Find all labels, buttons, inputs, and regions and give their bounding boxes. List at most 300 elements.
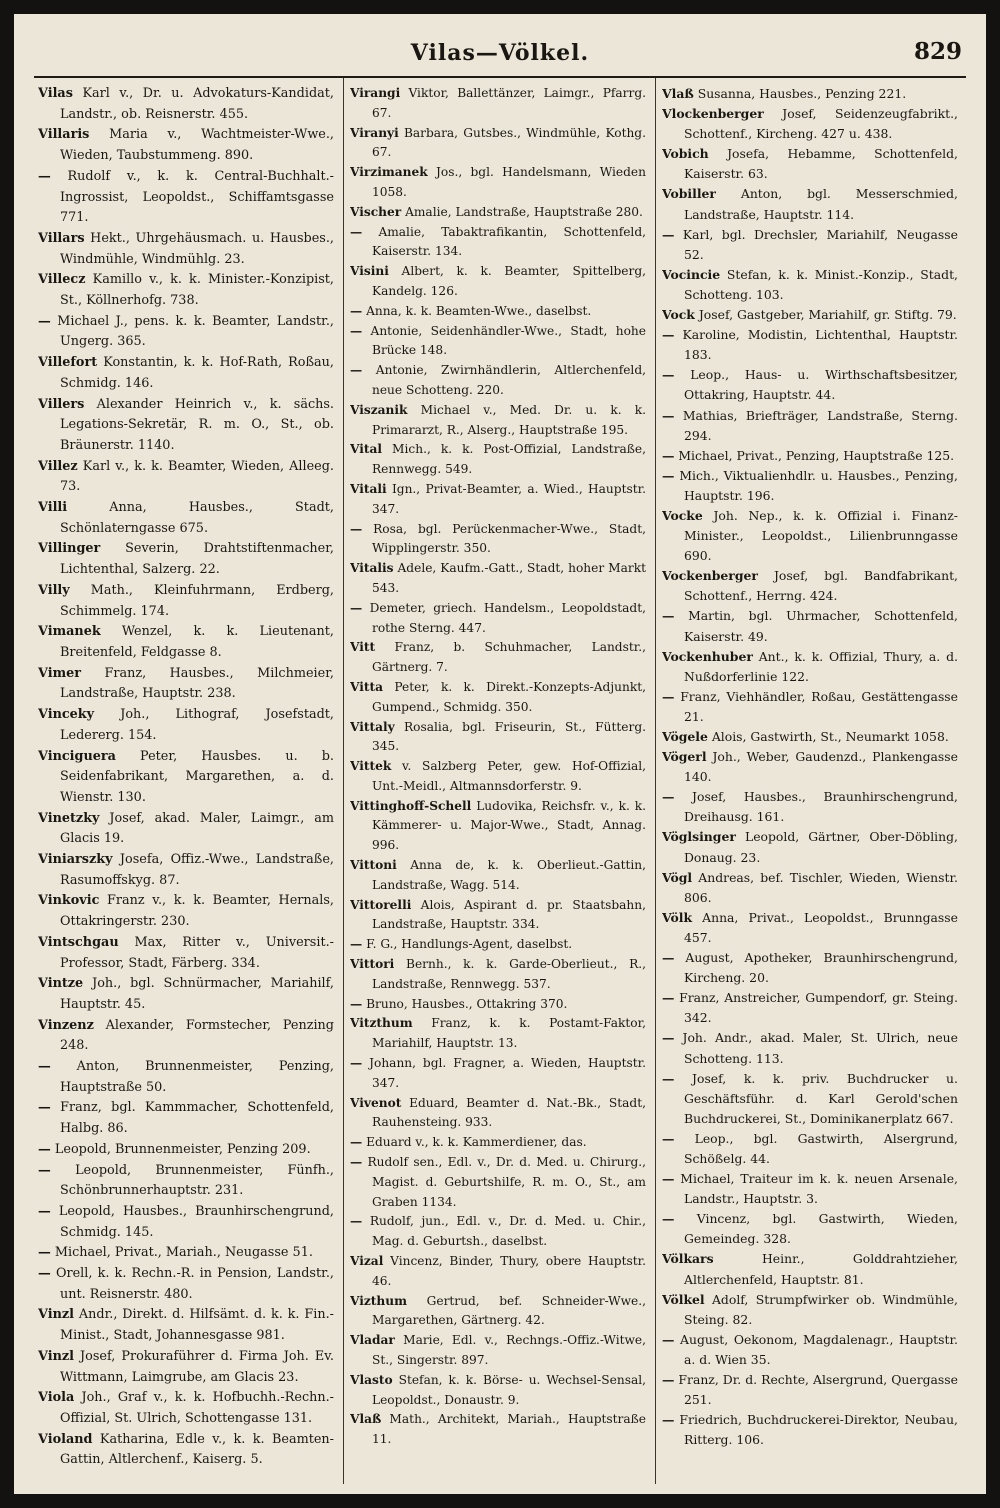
entry-text: Rudolf v., k. k. Central-Buchhalt.-Ingrossist, Leopoldst., Schiffamtsgasse 771. xyxy=(60,168,334,226)
directory-entry xyxy=(38,1388,334,1429)
entry-text: Severin, Drahtstiftenmacher, Lichtenthal, Salzerg. 22. xyxy=(60,541,334,578)
entry-name: — xyxy=(38,1141,51,1157)
entry-text: Joh., Graf v., k. k. Hofbuchh.-Rechn.-Offizial, St. Ulrich, Schottengasse 131. xyxy=(60,1390,334,1426)
directory-entry xyxy=(662,506,958,566)
directory-entry xyxy=(350,1331,646,1371)
entry-name: Vobich xyxy=(662,146,709,162)
directory-entry xyxy=(662,1129,958,1169)
directory-entry xyxy=(662,1410,958,1450)
entry-text: Mich., Viktualienhdlr. u. Hausbes., Penzing, Hauptstr. 196. xyxy=(679,467,958,503)
entry-text: Alexander Heinrich v., k. sächs. Legations-Sekretär, R. m. O., St., ob. Bräunerstr. 1140. xyxy=(60,396,334,453)
entry-text: Josef, akad. Maler, Laimgr., am Glacis 19. xyxy=(60,810,334,847)
directory-entry xyxy=(38,395,334,457)
entry-name: Vischer xyxy=(350,204,402,219)
entry-text: Josef, bgl. Bandfabrikant, Schottenf., Herrng. 424. xyxy=(684,568,958,604)
entry-text: Michael, Traiteur im k. k. neuen Arsenale, Landstr., Hauptstr. 3. xyxy=(680,1171,958,1207)
entry-text: Anton, bgl. Messerschmied, Landstraße, Hauptstr. 114. xyxy=(684,186,958,222)
entry-name: — xyxy=(662,467,675,483)
entry-name: Vittori xyxy=(350,957,395,972)
directory-entry xyxy=(350,1252,646,1292)
entry-text: Franz, Anstreicher, Gumpendorf, gr. Steing. 342. xyxy=(679,990,958,1026)
entry-text: Konstantin, k. k. Hof-Rath, Roßau, Schmidg. 146. xyxy=(60,355,334,391)
entry-text: Karl v., k. k. Beamter, Wieden, Alleeg. 73. xyxy=(60,458,334,495)
entry-name: — xyxy=(662,688,675,704)
entry-name: Viniarszky xyxy=(38,852,113,868)
entry-text: Rudolf sen., Edl. v., Dr. d. Med. u. Chirurg., Magist. d. Geburtshilfe, R. m. O., St., am Graben 1134. xyxy=(367,1155,646,1209)
directory-entry xyxy=(38,167,334,229)
directory-entry xyxy=(350,935,646,955)
directory-entry xyxy=(350,1212,646,1252)
entry-text: Joh., Weber, Gaudenzd., Plankengasse 140. xyxy=(684,749,958,785)
entry-text: Antonie, Zwirnhändlerin, Altlerchenfeld, neue Schotteng. 220. xyxy=(372,363,646,397)
entry-text: Hekt., Uhrgehäusmach. u. Hausbes., Windmühle, Windmühlg. 23. xyxy=(60,230,334,267)
entry-name: Vinzl xyxy=(38,1348,74,1364)
directory-entry xyxy=(38,581,334,622)
directory-entry xyxy=(350,1153,646,1212)
directory-entry xyxy=(38,312,334,353)
directory-entry xyxy=(350,124,646,164)
directory-entry xyxy=(662,446,958,466)
entry-text: Joh. Andr., akad. Maler, St. Ulrich, neue Schotteng. 113. xyxy=(682,1030,958,1066)
directory-entry xyxy=(350,678,646,718)
directory-entry xyxy=(662,948,958,988)
entry-text: Anna, Hausbes., Stadt, Schönlaterngasse 675. xyxy=(60,500,334,536)
directory-entry xyxy=(662,1069,958,1129)
directory-entry xyxy=(662,1028,958,1068)
directory-entry xyxy=(38,1430,334,1471)
entry-name: Vögerl xyxy=(662,749,707,765)
entry-text: Franz, bgl. Kammmacher, Schottenfeld, Halbg. 86. xyxy=(60,1100,334,1137)
column-3 xyxy=(662,84,958,1484)
entry-name: — xyxy=(350,323,363,338)
directory-entry xyxy=(38,705,334,746)
entry-name: Virzimanek xyxy=(350,165,428,180)
entry-name: Villars xyxy=(38,230,85,246)
entry-text: Eduard, Beamter d. Nat.-Bk., Stadt, Rauhensteing. 933. xyxy=(372,1095,646,1130)
directory-entry xyxy=(38,622,334,663)
directory-entry xyxy=(350,480,646,520)
entry-text: Leop., bgl. Gastwirth, Alsergrund, Schößelg. 44. xyxy=(684,1130,958,1166)
directory-entry xyxy=(662,325,958,365)
entry-text: Franz, Viehhändler, Roßau, Gestättengasse 21. xyxy=(680,688,958,724)
entry-name: Vilas xyxy=(38,86,73,101)
entry-name: Vitzthum xyxy=(350,1016,413,1031)
entry-name: — xyxy=(662,226,675,242)
entry-name: Vinzenz xyxy=(38,1017,94,1033)
directory-entry xyxy=(38,229,334,270)
directory-entry xyxy=(350,896,646,936)
directory-entry xyxy=(350,1133,646,1153)
entry-name: — xyxy=(662,789,675,805)
column-divider-2 xyxy=(655,78,656,1484)
entry-text: Anton, Brunnenmeister, Penzing, Hauptstraße 50. xyxy=(60,1059,334,1095)
entry-text: Andr., Direkt. d. Hilfsämt. d. k. k. Fin.-Minist., Stadt, Johannesgasse 981. xyxy=(60,1307,334,1344)
entry-name: Vitta xyxy=(350,679,384,694)
directory-entry xyxy=(350,1410,646,1450)
entry-name: — xyxy=(350,1135,363,1150)
entry-name: Vladar xyxy=(350,1333,395,1348)
directory-entry xyxy=(662,747,958,787)
entry-name: — xyxy=(350,1214,363,1229)
entry-text: Franz, Dr. d. Rechte, Alsergrund, Quergasse 251. xyxy=(678,1372,958,1408)
directory-entry xyxy=(38,84,334,125)
directory-entry xyxy=(350,84,646,124)
entry-text: Josef, k. k. priv. Buchdrucker u. Geschäftsführ. d. Karl Gerold'schen Buchdruckerei, St., Dominikanerplatz 667. xyxy=(684,1070,958,1126)
entry-text: Leopold, Hausbes., Braunhirschengrund, Schmidg. 145. xyxy=(58,1203,334,1240)
entry-text: Friedrich, Buchdruckerei-Direktor, Neubau, Ritterg. 106. xyxy=(679,1412,958,1448)
entry-name: — xyxy=(350,363,363,378)
entry-name: Villecz xyxy=(38,272,86,288)
directory-entry xyxy=(38,539,334,580)
directory-entry xyxy=(662,1249,958,1289)
entry-name: Vinetzky xyxy=(38,810,100,826)
directory-page xyxy=(14,14,986,1494)
entry-text: Franz, Hausbes., Milchmeier, Landstraße, Hauptstr. 238. xyxy=(60,665,334,702)
entry-text: Josef, Prokuraführer d. Firma Joh. Ev. Wittmann, Laimgrube, am Glacis 23. xyxy=(60,1348,334,1385)
entry-name: — xyxy=(38,313,51,329)
entry-name: Vinkovic xyxy=(38,893,100,909)
entry-name: Vivenot xyxy=(350,1095,402,1110)
entry-text: Joh., bgl. Schnürmacher, Mariahilf, Hauptstr. 45. xyxy=(60,976,334,1012)
entry-name: — xyxy=(662,1412,675,1428)
entry-text: Johann, bgl. Fragner, a. Wieden, Hauptstr. 347. xyxy=(369,1056,646,1090)
entry-name: — xyxy=(350,996,363,1011)
entry-text: Alexander, Formstecher, Penzing 248. xyxy=(60,1017,334,1054)
column-2 xyxy=(350,84,646,1484)
directory-entry xyxy=(350,856,646,896)
directory-entry xyxy=(662,84,958,104)
entry-name: Vitali xyxy=(350,481,387,496)
entry-text: August, Apotheker, Braunhirschengrund, Kircheng. 20. xyxy=(684,950,958,986)
entry-name: Vock xyxy=(662,307,695,323)
entry-name: Vittorelli xyxy=(350,897,412,912)
directory-entry xyxy=(38,270,334,311)
entry-name: — xyxy=(350,600,363,615)
entry-text: Leopold, Gärtner, Ober-Döbling, Donaug. 23. xyxy=(684,829,958,865)
entry-name: Vintze xyxy=(38,976,84,992)
entry-name: Villez xyxy=(38,458,78,474)
entry-text: Stefan, k. k. Börse- u. Wechsel-Sensal, Leopoldst., Donaustr. 9. xyxy=(372,1372,646,1407)
directory-entry xyxy=(350,401,646,441)
entry-text: Orell, k. k. Rechn.-R. in Pension, Landstr., unt. Reisnerstr. 480. xyxy=(55,1266,334,1302)
directory-entry xyxy=(350,1094,646,1134)
directory-entry xyxy=(38,1057,334,1098)
entry-text: Rudolf, jun., Edl. v., Dr. d. Med. u. Chir., Mag. d. Geburtsh., daselbst. xyxy=(369,1214,646,1249)
directory-entry xyxy=(38,933,334,974)
directory-entry xyxy=(38,1243,334,1264)
entry-name: — xyxy=(350,1155,363,1170)
entry-name: Vlasto xyxy=(350,1372,393,1387)
entry-text: Gertrud, bef. Schneider-Wwe., Margarethen, Gärtnerg. 42. xyxy=(372,1293,646,1328)
entry-name: — xyxy=(38,1162,51,1178)
directory-entry xyxy=(38,1305,334,1346)
entry-name: Völk xyxy=(662,909,693,925)
entry-text: Viktor, Ballettänzer, Laimgr., Pfarrg. 67. xyxy=(372,86,646,120)
entry-text: Joh., Lithograf, Josefstadt, Ledererg. 154. xyxy=(60,707,334,743)
entry-name: Vinzl xyxy=(38,1307,74,1323)
directory-entry xyxy=(662,104,958,144)
entry-text: Antonie, Seidenhändler-Wwe., Stadt, hohe Brücke 148. xyxy=(370,323,646,358)
directory-entry xyxy=(350,322,646,362)
entry-name: Vlaß xyxy=(662,86,694,101)
directory-entry xyxy=(662,566,958,606)
directory-entry xyxy=(350,797,646,856)
entry-name: Viszanik xyxy=(350,402,408,417)
directory-entry xyxy=(38,1016,334,1057)
directory-entry xyxy=(38,125,334,166)
entry-text: Leopold, Brunnenmeister, Fünfh., Schönbrunnerhauptstr. 231. xyxy=(60,1162,334,1199)
entry-text: v. Salzberg Peter, gew. Hof-Offizial, Unt.-Meidl., Altmannsdorferstr. 9. xyxy=(372,759,646,793)
entry-name: Völkars xyxy=(662,1251,714,1267)
entry-text: Ant., k. k. Offizial, Thury, a. d. Nußdorferlinie 122. xyxy=(684,648,958,684)
entry-text: Peter, Hausbes. u. b. Seidenfabrikant, Margarethen, a. d. Wienstr. 130. xyxy=(60,748,334,805)
entry-text: Heinr., Golddrahtzieher, Altlerchenfeld, Hauptstr. 81. xyxy=(684,1251,958,1287)
entry-text: Amalie, Landstraße, Hauptstraße 280. xyxy=(405,204,643,219)
directory-entry xyxy=(662,1290,958,1330)
entry-name: — xyxy=(662,990,675,1006)
entry-text: Andreas, bef. Tischler, Wieden, Wienstr. 806. xyxy=(684,869,958,905)
directory-entry xyxy=(350,440,646,480)
entry-name: Vital xyxy=(350,442,383,457)
entry-name: Vögele xyxy=(662,729,708,744)
entry-name: — xyxy=(662,407,675,423)
directory-entry xyxy=(38,1140,334,1161)
entry-name: Vinciguera xyxy=(38,748,116,764)
directory-entry xyxy=(350,520,646,560)
entry-name: Vockenhuber xyxy=(662,648,753,664)
entry-name: Vockenberger xyxy=(662,568,758,584)
entry-name: Vobiller xyxy=(662,186,716,202)
entry-text: Demeter, griech. Handelsm., Leopoldstadt, rothe Sterng. 447. xyxy=(369,600,646,635)
entry-text: Franz, b. Schuhmacher, Landstr., Gärtnerg. 7. xyxy=(372,640,646,675)
directory-entry xyxy=(662,908,958,948)
entry-name: — xyxy=(350,937,363,952)
entry-name: — xyxy=(662,950,675,966)
directory-entry xyxy=(662,787,958,827)
entry-text: Rosalia, bgl. Friseurin, St., Fütterg. 345. xyxy=(372,719,646,754)
directory-entry xyxy=(662,1209,958,1249)
entry-name: Vlockenberger xyxy=(662,106,764,122)
entry-text: Karl v., Dr. u. Advokaturs-Kandidat, Landstr., ob. Reisnerstr. 455. xyxy=(60,86,334,122)
entry-name: Vittek xyxy=(350,759,392,774)
entry-name: — xyxy=(350,521,363,536)
entry-text: Leop., Haus- u. Wirthschaftsbesitzer, Ottakring, Hauptstr. 44. xyxy=(684,367,958,403)
entry-name: Virangi xyxy=(350,86,401,100)
directory-entry xyxy=(350,718,646,758)
entry-name: Vintschgau xyxy=(38,934,119,950)
entry-name: Vocincie xyxy=(662,266,721,282)
entry-text: Mich., k. k. Post-Offizial, Landstraße, Rennwegg. 549. xyxy=(372,442,646,477)
entry-name: Viranyi xyxy=(350,125,399,140)
entry-text: Adolf, Strumpfwirker ob. Windmühle, Steing. 82. xyxy=(684,1291,958,1327)
directory-entry xyxy=(662,606,958,646)
directory-entry xyxy=(38,1161,334,1202)
entry-name: — xyxy=(38,1266,51,1282)
entry-text: Stefan, k. k. Minist.-Konzip., Stadt, Schotteng. 103. xyxy=(684,266,958,302)
directory-entry xyxy=(350,955,646,995)
entry-text: Joh. Nep., k. k. Offizial i. Finanz-Minister., Leopoldst., Lilienbrunngasse 690. xyxy=(684,507,958,564)
entry-text: Peter, k. k. Direkt.-Konzepts-Adjunkt, Gumpend., Schmidg. 350. xyxy=(372,679,646,714)
page-number: 829 xyxy=(913,38,962,65)
directory-entry xyxy=(662,727,958,747)
entry-text: Leopold, Brunnenmeister, Penzing 209. xyxy=(54,1141,311,1157)
entry-name: Vöglsinger xyxy=(662,829,736,845)
entry-name: — xyxy=(38,168,51,184)
entry-text: Kamillo v., k. k. Minister.-Konzipist, St., Köllnerhofg. 738. xyxy=(60,272,334,309)
directory-entry xyxy=(350,223,646,263)
directory-entry xyxy=(662,265,958,305)
entry-name: — xyxy=(38,1059,51,1075)
entry-text: Susanna, Hausbes., Penzing 221. xyxy=(697,86,907,101)
directory-entry xyxy=(38,747,334,809)
directory-entry xyxy=(662,225,958,265)
entry-text: Michael v., Med. Dr. u. k. k. Primararzt, R., Alserg., Hauptstraße 195. xyxy=(372,402,646,437)
entry-name: — xyxy=(662,447,675,463)
entry-text: Jos., bgl. Handelsmann, Wieden 1058. xyxy=(372,165,646,199)
directory-entry xyxy=(662,1330,958,1370)
directory-entry xyxy=(662,1169,958,1209)
entry-text: Anna de, k. k. Oberlieut.-Gattin, Landstraße, Wagg. 514. xyxy=(372,858,646,892)
directory-entry xyxy=(350,262,646,302)
directory-entry xyxy=(350,1371,646,1411)
entry-name: — xyxy=(662,327,675,343)
entry-text: Alois, Gastwirth, St., Neumarkt 1058. xyxy=(711,729,949,744)
entry-name: — xyxy=(350,303,363,318)
entry-name: — xyxy=(350,1056,363,1071)
directory-entry xyxy=(38,1264,334,1305)
directory-entry xyxy=(38,664,334,705)
directory-entry xyxy=(662,466,958,506)
directory-entry xyxy=(350,163,646,203)
entry-name: — xyxy=(38,1245,51,1261)
directory-entry xyxy=(38,891,334,932)
page-title: Vilas—Völkel. xyxy=(410,40,590,66)
directory-entry xyxy=(662,1370,958,1410)
directory-entry xyxy=(38,498,334,539)
entry-text: Mathias, Briefträger, Landstraße, Sterng. 294. xyxy=(682,407,958,443)
entry-text: Vincenz, Binder, Thury, obere Hauptstr. 46. xyxy=(372,1254,646,1288)
directory-entry xyxy=(350,302,646,322)
entry-text: Michael, Privat., Penzing, Hauptstraße 125. xyxy=(678,447,955,463)
entry-text: August, Oekonom, Magdalenagr., Hauptstr. a. d. Wien 35. xyxy=(680,1331,958,1367)
directory-entry xyxy=(350,995,646,1015)
entry-text: Josef, Seidenzeugfabrikt., Schottenf., Kircheng. 427 u. 438. xyxy=(684,106,958,142)
directory-entry xyxy=(662,184,958,224)
entry-name: — xyxy=(38,1100,51,1116)
entry-name: — xyxy=(662,1211,675,1227)
header-rule xyxy=(34,76,966,78)
directory-entry xyxy=(662,305,958,325)
entry-text: Franz, k. k. Postamt-Faktor, Mariahilf, Hauptstr. 13. xyxy=(372,1016,646,1051)
entry-name: Vizal xyxy=(350,1254,384,1269)
entry-text: Alois, Aspirant d. pr. Staatsbahn, Landstraße, Hauptstr. 334. xyxy=(372,897,646,932)
directory-entry xyxy=(350,1292,646,1332)
entry-text: Amalie, Tabaktrafikantin, Schottenfeld, Kaiserstr. 134. xyxy=(372,224,646,259)
entry-text: Maria v., Wachtmeister-Wwe., Wieden, Taubstummeng. 890. xyxy=(60,127,334,164)
directory-entry xyxy=(38,353,334,394)
directory-entry xyxy=(662,647,958,687)
entry-text: Josefa, Hebamme, Schottenfeld, Kaiserstr. 63. xyxy=(684,146,958,182)
directory-entry xyxy=(38,1347,334,1388)
entry-name: Villefort xyxy=(38,355,98,371)
entry-name: Vögl xyxy=(662,869,693,885)
entry-text: Barbara, Gutsbes., Windmühle, Kothg. 67. xyxy=(372,125,646,160)
page-header xyxy=(14,36,986,76)
entry-text: Michael, Privat., Mariah., Neugasse 51. xyxy=(54,1245,313,1261)
entry-name: Vizthum xyxy=(350,1293,408,1308)
entry-text: Michael J., pens. k. k. Beamter, Landstr., Ungerg. 365. xyxy=(57,313,334,350)
directory-entry xyxy=(38,1098,334,1139)
entry-name: — xyxy=(662,608,675,624)
entry-name: — xyxy=(38,1203,51,1219)
directory-entry xyxy=(662,687,958,727)
entry-name: Vittaly xyxy=(350,719,395,734)
directory-entry xyxy=(350,757,646,797)
entry-text: Eduard v., k. k. Kammerdiener, das. xyxy=(366,1135,587,1150)
entry-name: — xyxy=(662,1030,675,1046)
directory-entry xyxy=(662,365,958,405)
entry-name: Vitalis xyxy=(350,561,394,576)
entry-name: — xyxy=(662,1331,675,1347)
directory-entry xyxy=(38,457,334,498)
directory-entry xyxy=(662,988,958,1028)
directory-entry xyxy=(350,1014,646,1054)
entry-text: Math., Architekt, Mariah., Hauptstraße 11. xyxy=(372,1412,646,1447)
entry-name: Vimanek xyxy=(38,624,101,640)
directory-entry xyxy=(662,144,958,184)
entry-name: Vittoni xyxy=(350,858,397,873)
entry-name: Vinceky xyxy=(38,707,95,723)
directory-entry xyxy=(350,1054,646,1094)
entry-text: F. G., Handlungs-Agent, daselbst. xyxy=(366,937,573,952)
entry-name: Violand xyxy=(38,1431,93,1447)
entry-text: Anna, Privat., Leopoldst., Brunngasse 457. xyxy=(684,909,958,945)
directory-entry xyxy=(350,599,646,639)
entry-text: Josef, Hausbes., Braunhirschengrund, Dreihausg. 161. xyxy=(684,789,958,825)
entry-name: Villinger xyxy=(38,541,101,557)
entry-text: Katharina, Edle v., k. k. Beamten-Gattin, Altlerchenf., Kaiserg. 5. xyxy=(60,1431,334,1468)
entry-text: Adele, Kaufm.-Gatt., Stadt, hoher Markt 543. xyxy=(372,561,646,595)
entry-text: Ludovika, Reichsfr. v., k. k. Kämmerer- u. Major-Wwe., Stadt, Annag. 996. xyxy=(372,798,646,853)
entry-name: — xyxy=(662,367,675,383)
entry-text: Bruno, Hausbes., Ottakring 370. xyxy=(366,996,568,1011)
directory-entry xyxy=(38,809,334,850)
entry-text: Martin, bgl. Uhrmacher, Schottenfeld, Kaiserstr. 49. xyxy=(684,608,958,644)
entry-name: Völkel xyxy=(662,1291,705,1307)
entry-name: Viola xyxy=(38,1390,75,1406)
entry-text: Ign., Privat-Beamter, a. Wied., Hauptstr. 347. xyxy=(372,481,646,516)
directory-entry xyxy=(38,1202,334,1243)
directory-entry xyxy=(38,974,334,1015)
entry-text: Josefa, Offiz.-Wwe., Landstraße, Rasumoffskyg. 87. xyxy=(60,852,334,888)
entry-text: Marie, Edl. v., Rechngs.-Offiz.-Witwe, St., Singerstr. 897. xyxy=(372,1333,646,1367)
entry-text: Franz v., k. k. Beamter, Hernals, Ottakringerstr. 230. xyxy=(60,893,334,930)
entry-name: Vlaß xyxy=(350,1412,382,1427)
entry-name: Vitt xyxy=(350,640,376,655)
column-1 xyxy=(38,84,334,1484)
entry-text: Karl, bgl. Drechsler, Mariahilf, Neugasse 52. xyxy=(682,226,958,262)
directory-entry xyxy=(350,638,646,678)
entry-name: Villi xyxy=(38,500,68,516)
entry-text: Math., Kleinfuhrmann, Erdberg, Schimmelg. 174. xyxy=(60,582,334,619)
entry-text: Max, Ritter v., Universit.-Professor, Stadt, Färberg. 334. xyxy=(60,934,334,971)
directory-entry xyxy=(662,827,958,867)
column-divider-1 xyxy=(343,78,344,1484)
directory-entry xyxy=(662,406,958,446)
entry-name: — xyxy=(662,1130,675,1146)
entry-name: Visini xyxy=(350,264,389,279)
directory-entry xyxy=(38,850,334,891)
